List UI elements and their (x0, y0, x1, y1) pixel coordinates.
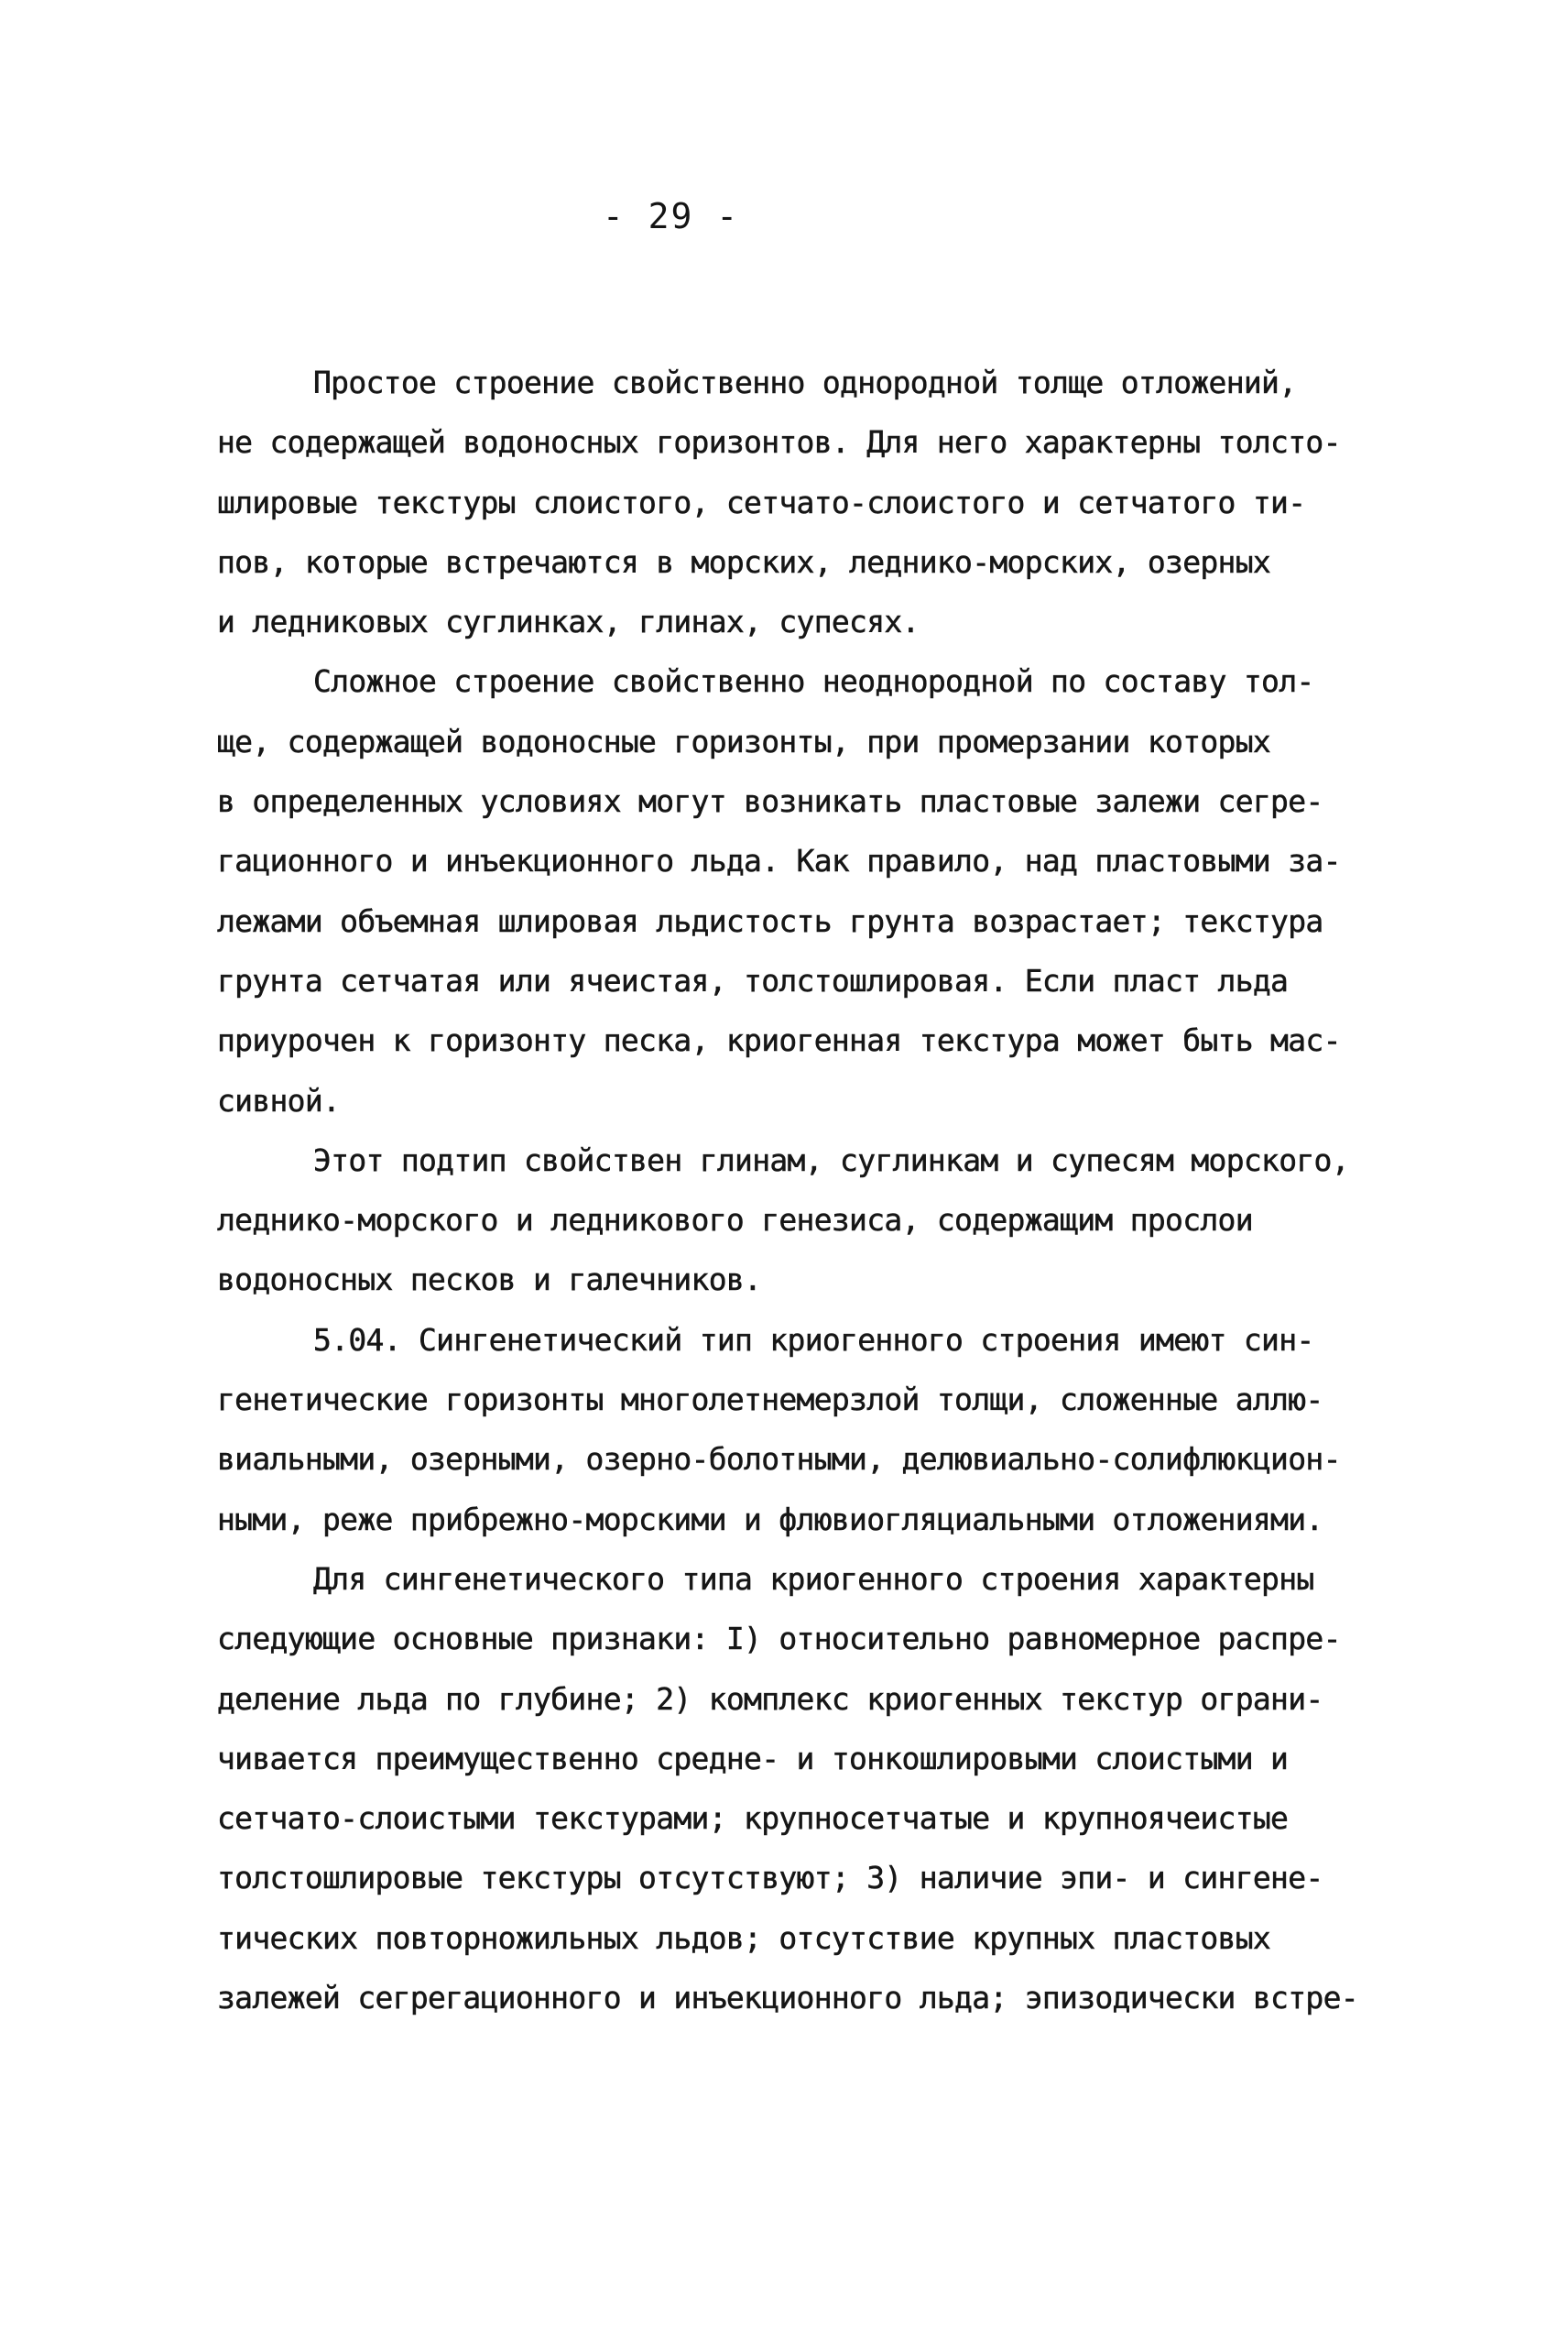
text-line: водоносных песков и галечников. (217, 1262, 762, 1298)
text-line: в определенных условиях могут возникать пластовые залежи сегре- (217, 783, 1323, 820)
text-line: тических повторножильных льдов; отсутствие крупных пластовых (217, 1919, 1271, 1956)
text-line: гационного и инъекционного льда. Как правило, над пластовыми за- (217, 843, 1341, 879)
text-line: сивной. (217, 1082, 341, 1119)
text-line: грунта сетчатая или ячеистая, толстошлировая. Если пласт льда (217, 962, 1289, 999)
text-line: генетические горизонты многолетнемерзлой толщи, сложенные аллю- (217, 1382, 1323, 1418)
text-line: Сложное строение свойственно неоднородной по составу тол- (313, 663, 1314, 700)
text-line: Для сингенетического типа криогенного строения характерны (313, 1560, 1314, 1597)
text-line: сетчато-слоистыми текстурами; крупносетчатые и крупноячеистые (217, 1800, 1289, 1837)
text-line: приурочен к горизонту песка, криогенная текстура может быть мас- (217, 1022, 1341, 1059)
text-line: виальными, озерными, озерно-болотными, делювиально-солифлюкцион- (217, 1441, 1341, 1478)
text-line: пов, которые встречаются в морских, леднико-морских, озерных (217, 543, 1271, 580)
text-line: Простое строение свойственно однородной толще отложений, (313, 365, 1297, 400)
text-line: 5.04. Сингенетический тип криогенного строения имеют син- (313, 1321, 1314, 1358)
text-line: шлировые текстуры слоистого, сетчато-слоистого и сетчатого ти- (217, 484, 1306, 520)
text-line: залежей сегрегационного и инъекционного льда; эпизодически встре- (217, 1980, 1358, 2016)
text-line: леднико-морского и ледникового генезиса, содержащим прослои (217, 1202, 1253, 1239)
text-line: Этот подтип свойствен глинам, суглинкам и супесям морского, (313, 1142, 1349, 1178)
text-line: деление льда по глубине; 2) комплекс криогенных текстур ограни- (217, 1680, 1323, 1717)
text-line: чивается преимущественно средне- и тонкошлировыми слоистыми и (217, 1740, 1289, 1776)
text-line: и ледниковых суглинках, глинах, супесях. (217, 604, 920, 640)
text-line: следующие основные признаки: I) относительно равномерное распре- (217, 1621, 1341, 1657)
text-line: ными, реже прибрежно-морскими и флювиогляциальными отложениями. (217, 1501, 1323, 1537)
text-line: толстошлировые текстуры отсутствуют; 3) наличие эпи- и сингене- (217, 1860, 1323, 1896)
page-number: - 29 - (602, 196, 740, 236)
document-body (217, 353, 1426, 2027)
text-line: ще, содержащей водоносные горизонты, при промерзании которых (217, 723, 1271, 759)
text-line: не содержащей водоносных горизонтов. Для него характерны толсто- (217, 424, 1341, 461)
text-line: лежами объемная шлировая льдистость грунта возрастает; текстура (217, 902, 1323, 939)
